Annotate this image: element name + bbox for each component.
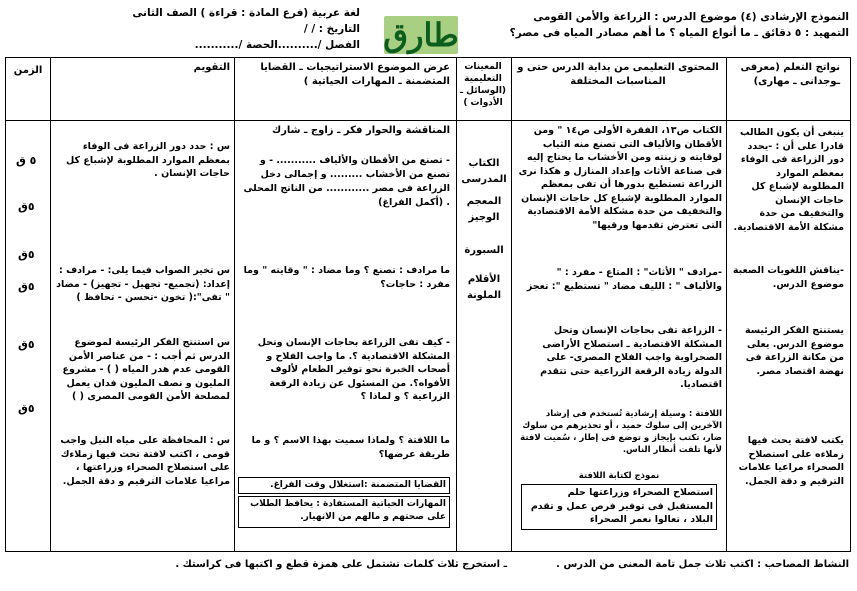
header-class: الفصل /..........الحصة /........... xyxy=(194,39,360,51)
evaluation-3: س استنتج الفكر الرئيسة لموضوع الدرس ثم أجب : - من عناصر الأمن القومى عدم هدر المياه ( ) - مشروع المليون و نصف المليون فدان يعمل لمصلحة الأمن القومى المصرى ( ) xyxy=(62,337,230,402)
col-header-content: المحتوى التعليمى من بداية الدرس حتى و المناسبات المختلفة xyxy=(517,62,719,87)
time-5: ٥ق xyxy=(18,338,35,351)
outcome-3: يستنتج الفكر الرئيسة موضوع الدرس. يعلى من مكانة الزراعة فى نهضة اقتصاد مصر. xyxy=(744,325,844,377)
evaluation-4: س : المحافظة على مياه النيل واجب قومى ، اكتب لافتة تحث فيها زملاءك على استصلاح الصحراء وزراعتها ، مراعيا علامات الترقيم و دقة الجمل. xyxy=(60,435,230,487)
footer-task: ـ استخرج ثلاث كلمات تشتمل على همزة قطع و اكتبها فى كراستك . xyxy=(175,559,507,570)
time-3: ٥ق xyxy=(18,248,35,261)
aid-dictionary: المعجم الوجيز xyxy=(466,196,502,223)
evaluation-1: س : حدد دور الزراعة فى الوفاء بمعظم الموارد المطلوبة لإشباع كل حاجات الإنسان . xyxy=(66,141,230,179)
presentation-strategy: المناقشة والحوار فكر ـ زاوج ـ شارك xyxy=(272,125,450,136)
presentation-4: ما اللافتة ؟ ولماذا سميت بهذا الاسم ؟ و ما طريقة عرضها؟ xyxy=(251,435,450,460)
content-4: اللافتة : وسيلة إرشادية تُستخدم فى إرشاد الآخرين إلى سلوك حميد ، أو تحذيرهم من سلوك ضار، تكتب بإيجاز و توضع فى إطار ، سُميت لافتة لأنها تلفت أنظار الناس. xyxy=(520,409,722,455)
presentation-1: - تصنع من الأقطان والألياف ........... - و تصنع من الأخشاب ......... و إجمالى دخل الزراعة فى مصر ............ من الناتج المحلى . (أكمل الفراغ) xyxy=(243,155,450,208)
col-header-evaluation: التقويم xyxy=(193,62,230,73)
time-6: ٥ق xyxy=(18,402,35,415)
col-header-presentation: عرض الموضوع الاستراتيجيات ـ القضايا المتضمنة ـ المهارات الحياتية ) xyxy=(260,62,450,87)
presentation-2: ما مرادف : تصنع ؟ وما مضاد : " وقايته " وما مفرد : حاجات؟ xyxy=(243,265,450,290)
header-warmup: التمهيد : ٥ دقائق ـ ما أنواع المياه ؟ ما أهم مصادر المياه فى مصر؟ xyxy=(509,27,849,39)
col-header-outcomes: نواتج التعلم (معرفى ـوجدانى ـ مهارى) xyxy=(740,62,840,87)
issues-box: القضايا المتضمنة :استغلال وقت الفراغ. xyxy=(238,477,450,494)
presentation-3: - كيف تفى الزراعة بحاجات الإنسان وتحل المشكلة الاقتصادية ؟. ما واجب الفلاح و أصحاب الخبرة نحو توفير الطعام لألوف الأفواه؟. من المسئول عن زيادة الرقعة الزراعية ؟ و لماذا ؟ xyxy=(257,337,450,402)
content-model-box: استصلاح الصحراء وزراعتها حلم المستقبل فى توفير فرص عمل و تقدم البلاد ، تعالوا نعمر الصحراء xyxy=(521,484,717,530)
lesson-plan-table xyxy=(5,57,851,552)
content-model-title: نموذج لكتابة اللافتة xyxy=(578,471,660,481)
aid-pens: الأقلام الملونة xyxy=(466,274,502,301)
life-skills-box: المهارات الحياتية المستفادة : يحافظ الطلاب على صحتهم و مالهم من الانهيار. xyxy=(238,496,450,528)
content-3: - الزراعة تفى بحاجات الإنسان وتحل المشكلة الاقتصادية ـ استصلاح الأراضى الصحراوية واجب الفلاح المصرى- على الدولة زيادة الرقعة الزراعية حتى تتقدم اقتصاديا. xyxy=(540,325,722,390)
content-1: الكتاب ص١٣، الفقرة الأولى ص١٤ " ومن الأقطان والألياف التى تصنع منه الثياب لوقايته و زينته ومن الأخشاب ما يحتاج إليه فى صناعة الأثاث وإعداد المنازل و هكذا نرى الزراعة تستطيع بدورها أن تفى بمعظم الموارد المطلوبة لإشباع كل حاجات الإنسان والتخفيف من حدة مشكلة الأمة الاقتصادية التى تعترض تقدمها ورقيها" xyxy=(518,125,722,231)
header-date: التاريخ : / / xyxy=(303,23,360,35)
col-header-aids: المعينات التعليمية (الوسائل ـ الأدوات ) xyxy=(459,62,507,108)
time-2: ٥ق xyxy=(18,200,35,213)
logo-text: طارق xyxy=(383,16,459,54)
aid-textbook: الكتاب المدرسى xyxy=(461,158,507,185)
outcome-1: ينبغى أن يكون الطالب قادرا على أن : -يحدد دور الزراعة فى الوفاء بمعظم الموارد المطلوبة لإشباع كل حاجات الإنسان والتخفيف من حدة مشكلة الأمة الاقتصادية. xyxy=(733,127,844,233)
footer-activity: النشاط المصاحب : اكتب ثلاث جمل تامة المعنى من الدرس . xyxy=(556,559,849,570)
outcome-2: -يناقش اللغويات الصعبة موضوع الدرس. xyxy=(732,265,844,290)
time-1: ٥ ق xyxy=(16,154,37,167)
aid-board: السبورة xyxy=(464,245,504,256)
logo xyxy=(384,16,458,54)
outcome-4: يكتب لافتة يحث فيها زملاءه على استصلاح الصحراء مراعيا علامات الترقيم و دقة الجمل. xyxy=(738,435,844,487)
header-lesson-title: النموذج الإرشادى (٤) موضوع الدرس : الزراعة والأمن القومى xyxy=(533,11,849,23)
header-subject: لغة عربية (فرع المادة : قراءة ) الصف الثانى xyxy=(132,7,360,19)
col-header-time: الزمن xyxy=(13,65,43,76)
evaluation-2: س تخير الصواب فيما يلى: - مرادف : إعداد: (تجميع- تجهيل - تجهيز) - مضاد " تفى":( تخون -تحسن - تحافظ ) xyxy=(56,265,230,303)
time-4: ٥ق xyxy=(18,280,35,293)
content-2: -مرادف " الأثاث" : المتاع - مفرد : " والألياف " : الليف مضاد " تستطيع ": تعجز xyxy=(526,267,722,292)
